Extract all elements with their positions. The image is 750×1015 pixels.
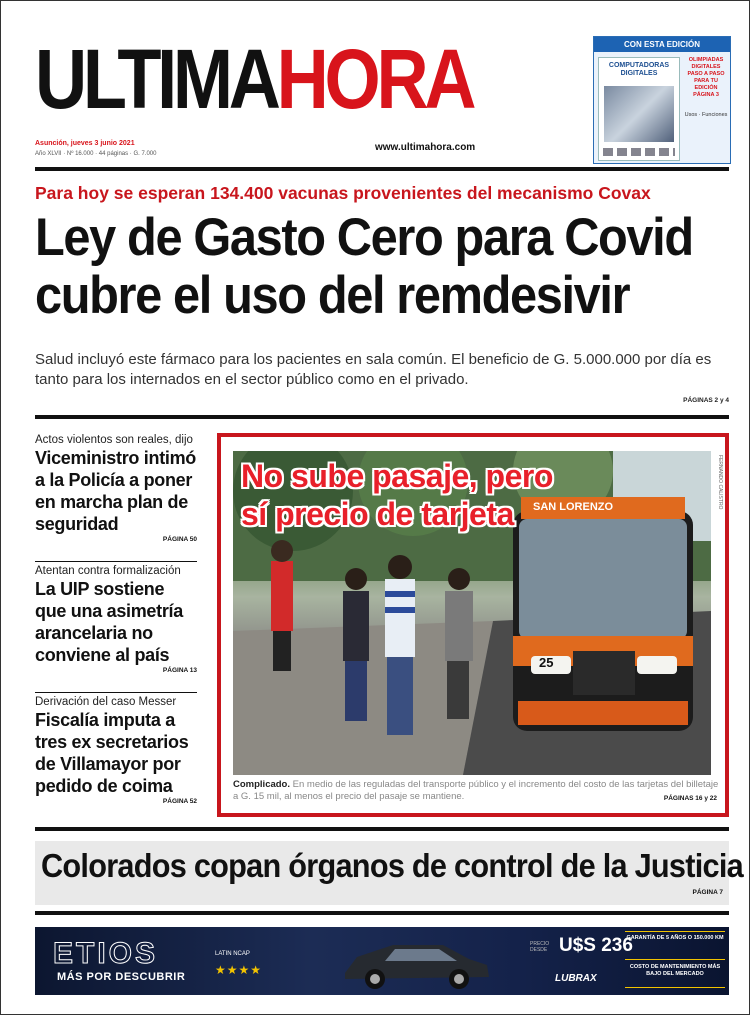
promo-header: CON ESTA EDICIÓN <box>594 37 730 52</box>
photo-caption-text: En medio de las reguladas del transporte público y el incremento del costo de las tarjetas del billetaje a G. 15 mil, al menos el precio del pasaje se mantiene. <box>233 779 719 802</box>
section-rule <box>35 415 729 419</box>
edition-info: Año XLVII · Nº 16.000 · 44 páginas · G. 7.000 <box>35 151 157 157</box>
ad-tagline: MÁS POR DESCUBRIR <box>57 971 186 983</box>
photo-credit: FERNANDO CALISTRO <box>717 455 723 510</box>
photo-headline-line-1: No sube pasaje, pero <box>241 458 553 494</box>
photo-story-page-ref: PÁGINAS 16 y 22 <box>663 795 717 802</box>
masthead-rule <box>35 167 729 171</box>
side-story-3[interactable] <box>35 695 197 805</box>
main-headline-line-1: Ley de Gasto Cero para Covid <box>35 208 693 267</box>
logo-hora: HORA <box>276 32 473 126</box>
ad-sponsor-logo: LUBRAX <box>555 973 597 984</box>
car-image <box>335 931 495 993</box>
promo-side-text: OLIMPIADAS DIGITALES PASO A PASO PARA TU EDICIÓN PÁGINA 3 <box>687 57 725 98</box>
side-story-title: Fiscalía imputa a tres ex secretarios de Villamayor por pedido de coima <box>35 710 189 796</box>
ad-price-label: PRECIO DESDE <box>530 941 550 953</box>
bus-destination-sign: SAN LORENZO <box>533 501 614 513</box>
ad-divider <box>625 959 725 960</box>
photo-story-box[interactable] <box>217 433 729 817</box>
side-story-title: La UIP sostiene que una asimetría arancelaria no conviene al país <box>35 579 183 665</box>
ad-price: U$S 236 <box>559 935 633 956</box>
ad-safety-stars: ★★★★ <box>215 963 263 977</box>
ad-divider <box>625 931 725 932</box>
ad-brand-logo: ETIOS <box>53 937 159 970</box>
logo-ultima: ULTIMA <box>35 32 277 126</box>
promo-sponsor-logos <box>603 148 675 156</box>
promo-magazine-cover <box>598 57 680 161</box>
side-story-page-ref: PÁGINA 13 <box>162 667 197 674</box>
ad-warranty-text: GARANTÍA DE 5 AÑOS O 150.000 KM <box>626 935 724 941</box>
promo-magazine-title: COMPUTADORAS DIGITALES <box>608 62 670 77</box>
main-headline[interactable] <box>35 208 693 325</box>
promo-side-note: Usos · Funciones <box>684 112 728 118</box>
ad-maintenance-text: COSTO DE MANTENIMIENTO MÁS BAJO DEL MERCADO <box>629 964 721 977</box>
side-story-divider <box>35 692 197 693</box>
section-rule <box>35 911 729 915</box>
main-story-deck: Salud incluyó este fármaco para los pacientes en sala común. El beneficio de G. 5.000.000 por día es tanto para los internados en el sector público como en el privado. <box>35 351 712 388</box>
main-headline-line-2: cubre el uso del remdesivir <box>35 266 630 325</box>
photo-headline-line-2: sí precio de tarjeta <box>241 496 514 532</box>
bus-stop-photo <box>233 451 711 775</box>
edition-promo-box[interactable] <box>593 36 731 164</box>
side-story-title: Viceministro intimó a la Policía a poner en marcha plan de seguridad <box>35 448 197 534</box>
ad-divider <box>625 987 725 988</box>
side-story-page-ref: PÁGINA 52 <box>162 798 197 805</box>
car-advertisement[interactable] <box>35 927 729 995</box>
bus-route-number: 25 <box>539 655 554 670</box>
side-story-page-ref: PÁGINA 50 <box>162 536 197 543</box>
main-story-kicker: Para hoy se esperan 134.400 vacunas provenientes del mecanismo Covax <box>35 183 651 203</box>
photo-headline <box>241 457 553 533</box>
side-story-2[interactable] <box>35 564 197 674</box>
website-url[interactable]: www.ultimahora.com <box>375 142 476 153</box>
bottom-story-band[interactable] <box>35 841 743 905</box>
bottom-headline: Colorados copan órganos de control de la Justicia <box>41 847 743 884</box>
photo-caption-lead: Complicado. <box>233 779 291 790</box>
side-story-kicker: Derivación del caso Messer <box>35 696 177 708</box>
side-story-kicker: Actos violentos son reales, dijo <box>35 434 193 446</box>
masthead <box>35 29 505 139</box>
side-story-kicker: Atentan contra formalización <box>35 565 181 577</box>
edition-date: Asunción, jueves 3 junio 2021 <box>35 140 135 147</box>
side-story-divider <box>35 561 197 562</box>
section-rule <box>35 827 729 831</box>
newspaper-logo[interactable] <box>35 29 472 129</box>
main-story-page-ref: PÁGINAS 2 y 4 <box>683 397 729 404</box>
bottom-story-page-ref: PÁGINA 7 <box>692 889 723 896</box>
promo-magazine-image <box>604 86 674 142</box>
side-story-1[interactable] <box>35 433 197 543</box>
ad-ncap-label: LATIN NCAP <box>215 951 250 957</box>
